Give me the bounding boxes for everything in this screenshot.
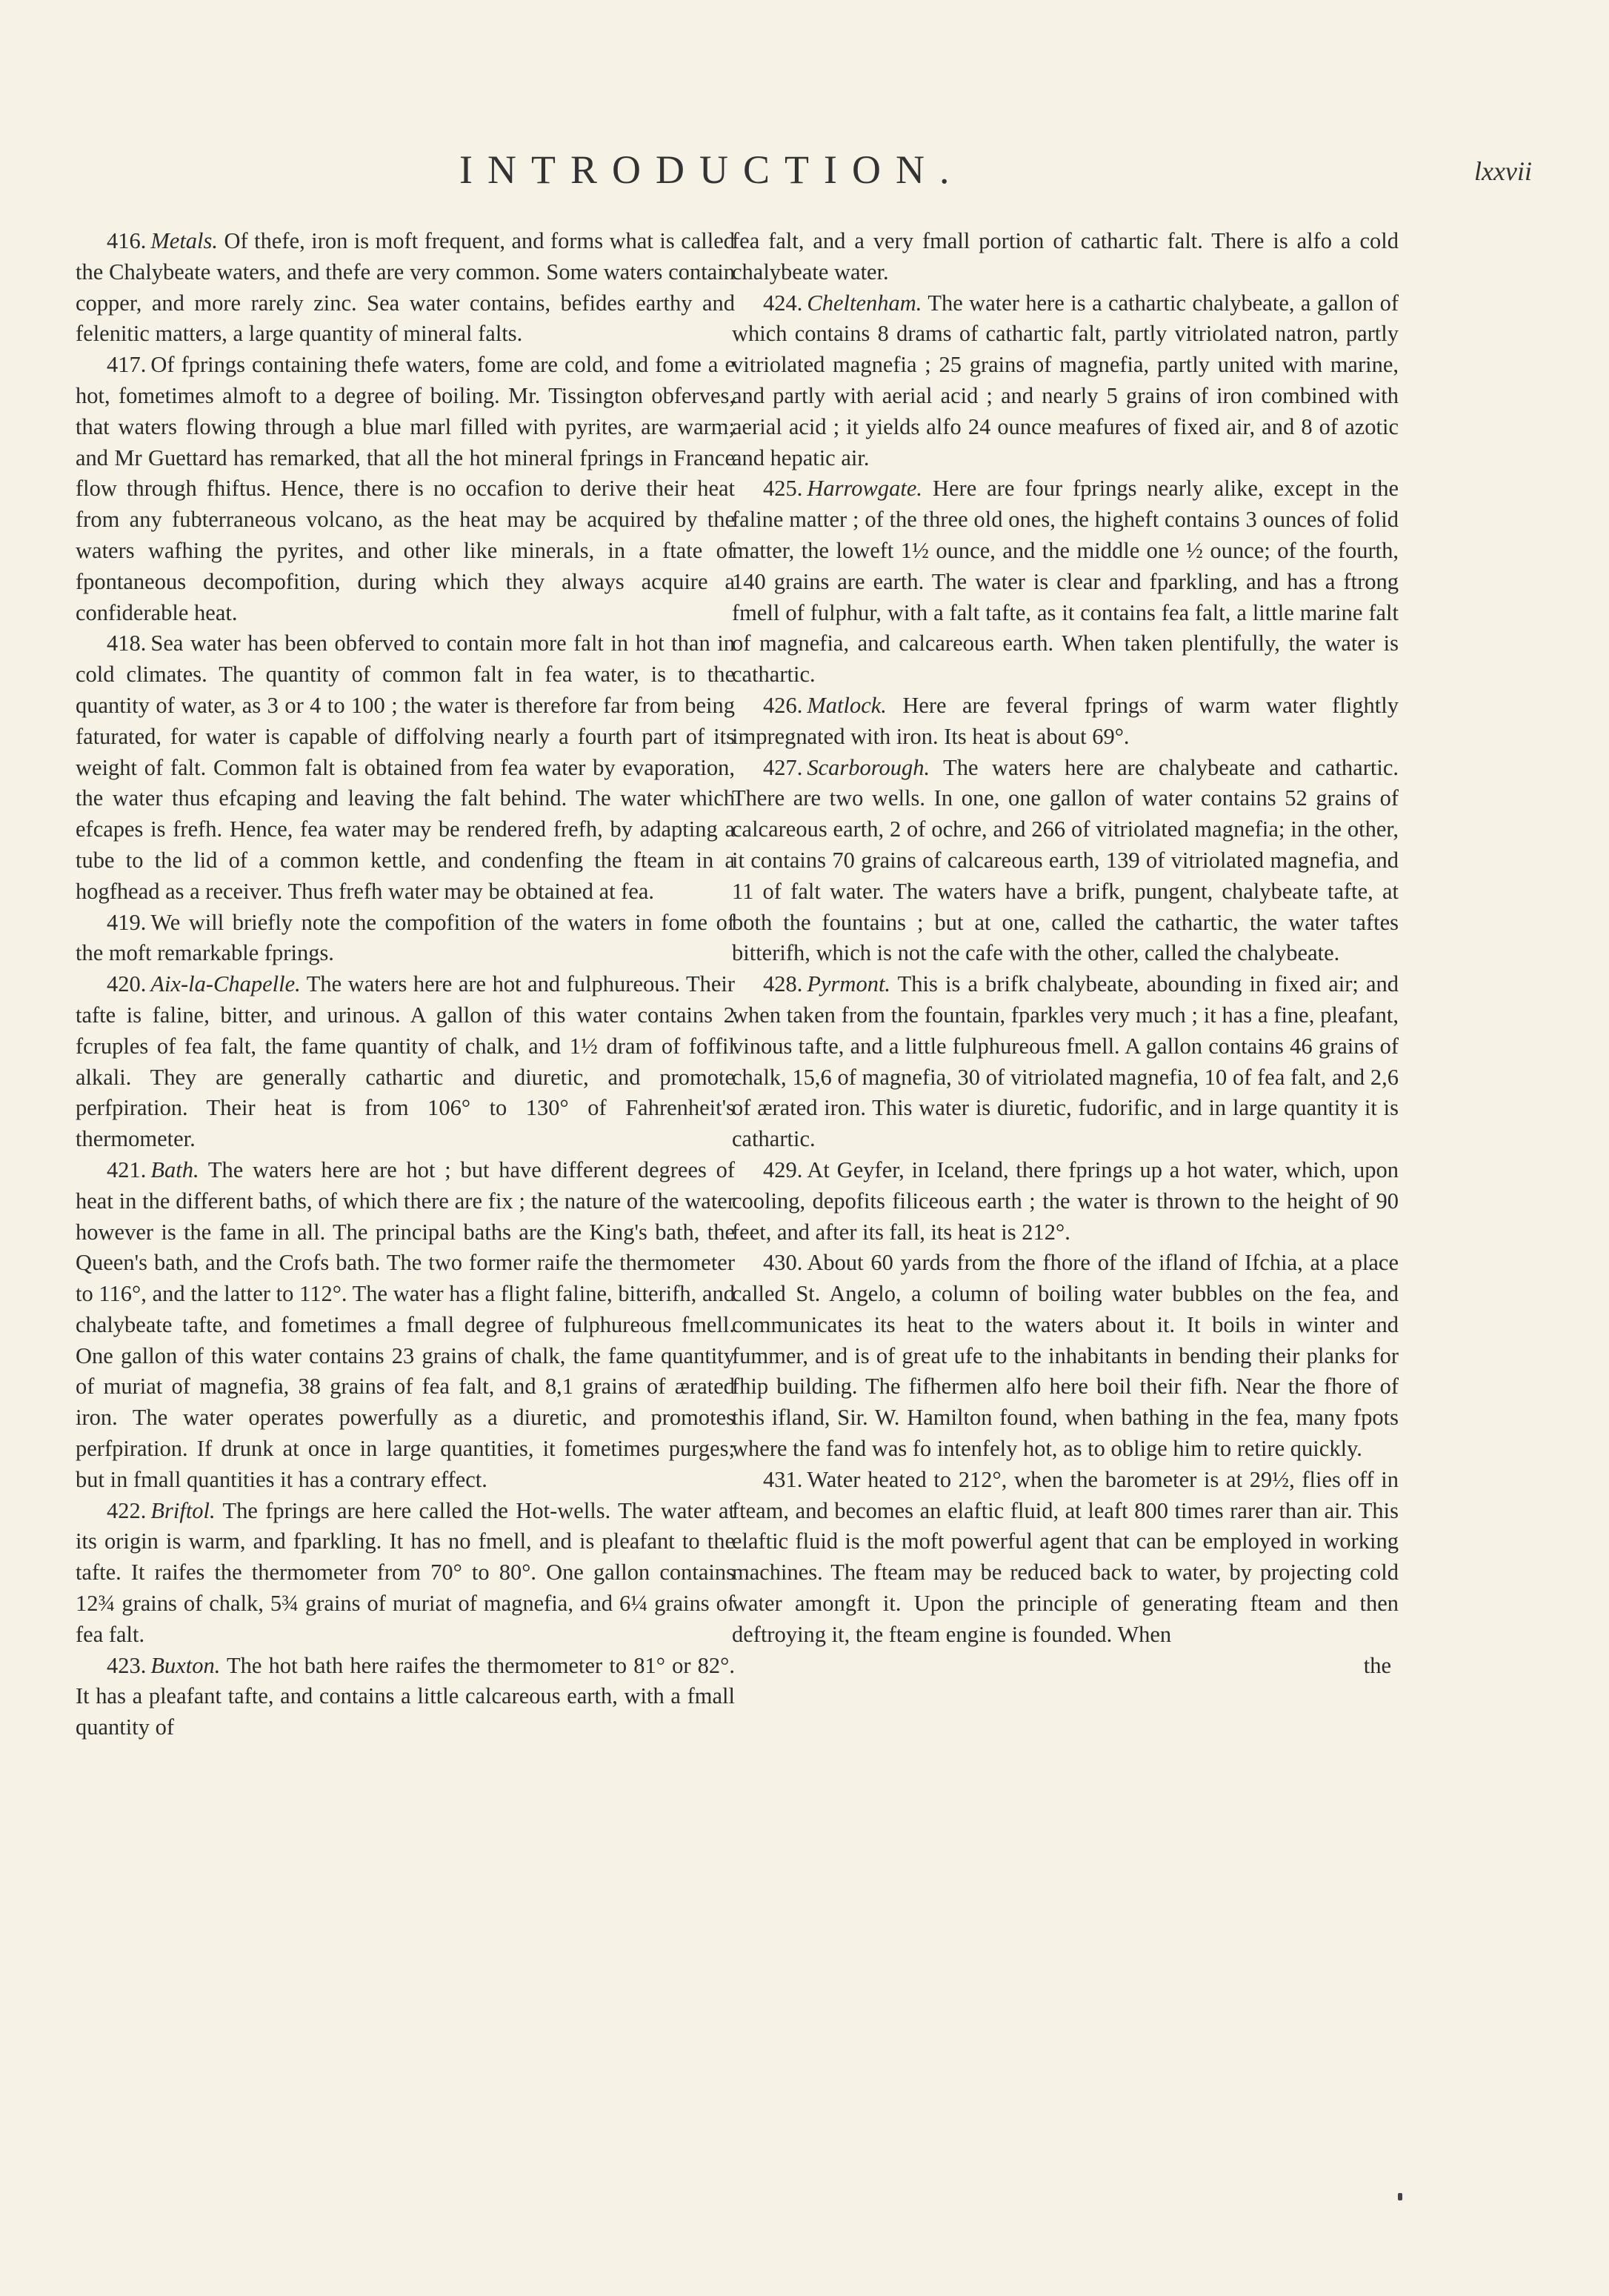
paragraph-421: 421. Bath. The waters here are hot ; but have different degrees of heat in the different baths, of which there are fix ; the nature of the water however is the fame in all. The principal baths are the King's bath, the Queen's bath, and the Crofs bath. The two former raife the thermometer to 116°, and the latter to 112°. The water has a flight faline, bitterifh, and chalybeate tafte, and fometimes a fmall degree of fulphureous fmell. One gallon of this water contains 23 grains of chalk, the fame quantity of muriat of magnefia, 38 grains of fea falt, and 8,1 grains of ærated iron. The water operates powerfully as a diuretic, and promotes perfpiration. If drunk at once in large quantities, it fometimes purges; but in fmall quantities it has a contrary effect. [76,1157,735,1492]
right-column [732,226,1399,1681]
paragraph-424: 424. Cheltenham. The water here is a cathartic chalybeate, a gallon of which contains 8 drams of cathartic falt, partly vitriolated natron, partly vitriolated magnefia ; 25 grains of magnefia, partly united with marine, and partly with aerial acid ; and nearly 5 grains of iron combined with aerial acid ; it yields alfo 24 ounce meafures of fixed air, and 8 of azotic and hepatic air. [732,290,1399,470]
left-column [76,226,735,1743]
running-title: INTRODUCTION. [459,147,965,192]
paragraph-422: 422. Briftol. The fprings are here called the Hot-wells. The water at its origin is warm, and fparkling. It has no fmell, and is pleafant to the tafte. It raifes the thermometer from 70° to 80°. One gallon contains 12¾ grains of chalk, 5¾ grains of muriat of magnefia, and 6¼ grains of fea falt. [76,1497,735,1647]
paragraph-427: 427. Scarborough. The waters here are chalybeate and cathartic. There are two wells. In one, one gallon of water contains 52 grains of calcareous earth, 2 of ochre, and 266 of vitriolated magnefia; in the other, it contains 70 grains of calcareous earth, 139 of vitriolated magnefia, and 11 of falt water. The waters have a brifk, pungent, chalybeate tafte, at both the fountains ; but at one, called the cathartic, the water taftes bitterifh, which is not the cafe with the other, called the chalybeate. [732,754,1399,966]
paragraph-428: 428. Pyrmont. This is a brifk chalybeate, abounding in fixed air; and when taken from the fountain, fparkles very much ; it has a fine, pleafant, vinous tafte, and a little fulphureous fmell. A gallon contains 46 grains of chalk, 15,6 of magnefia, 30 of vitriolated magnefia, 10 of fea falt, and 2,6 of ærated iron. This water is diuretic, fudorific, and in large quantity it is cathartic. [732,971,1399,1152]
paragraph-430: 430. About 60 yards from the fhore of the ifland of Ifchia, at a place called St. Angelo, a column of boiling water bubbles on the fea, and communicates its heat to the waters about it. It boils in winter and fummer, and is of great ufe to the inhabitants in bending their planks for fhip building. The fifhermen alfo here boil their fifh. Near the fhore of this ifland, Sir. W. Hamilton found, when bathing in the fea, many fpots where the fand was fo intenfely hot, as to oblige him to retire quickly. [732,1250,1399,1462]
paragraph-426: 426. Matlock. Here are feveral fprings of warm water flightly impregnated with iron. Its heat is about 69°. [732,692,1399,749]
paragraph-423: 423. Buxton. The hot bath here raifes the thermometer to 81° or 82°. It has a pleafant tafte, and contains a little calcareous earth, with a fmall quantity of [76,1652,735,1740]
catchword: the [1363,1652,1391,1678]
paragraph-431: 431. Water heated to 212°, when the barometer is at 29½, flies off in fteam, and becomes an elaftic fluid, at leaft 800 times rarer than air. This elaftic fluid is the moft powerful agent that can be employed in working machines. The fteam may be reduced back to water, by projecting cold water amongft it. Upon the principle of generating fteam and then deftroying it, the fteam engine is founded. When [732,1466,1399,1647]
paragraph-425: 425. Harrowgate. Here are four fprings nearly alike, except in the faline matter ; of the three old ones, the higheft contains 3 ounces of folid matter, the loweft 1½ ounce, and the middle one ½ ounce; of the fourth, 140 grains are earth. The water is clear and fparkling, and has a ftrong fmell of fulphur, with a falt tafte, as it contains fea falt, a little marine falt of magnefia, and calcareous earth. When taken plentifully, the water is cathartic. [732,476,1399,688]
paragraph-417: 417. Of fprings containing thefe waters, fome are cold, and fome a e hot, fometimes almoft to a degree of boiling. Mr. Tissington obferves, that waters flowing through a blue marl filled with pyrites, are warm; and Mr Guettard has remarked, that all the hot mineral fprings in France flow through fhiftus. Hence, there is no occafion to derive their heat from any fubterraneous volcano, as the heat may be acquired by the waters wafhing the pyrites, and other like minerals, in a ftate of fpontaneous decompofition, during which they always acquire a confiderable heat. [76,352,735,625]
paragraph-419: 419. We will briefly note the compofition of the waters in fome of the moft remarkable fprings. [76,909,735,966]
paragraph-418: 418. Sea water has been obferved to contain more falt in hot than in cold climates. The quantity of common falt in fea water, is to the quantity of water, as 3 or 4 to 100 ; the water is therefore far from being faturated, for water is capable of diffolving nearly a fourth part of its weight of falt. Common falt is obtained from fea water by evaporation, the water thus efcaping and leaving the falt behind. The water which efcapes is frefh. Hence, fea water may be rendered frefh, by adapting a tube to the lid of a common kettle, and condenfing the fteam in a hogfhead as a receiver. Thus frefh water may be obtained at fea. [76,630,735,904]
paragraph-continuation: fea falt, and a very fmall portion of cathartic falt. There is alfo a cold chalybeate water. [732,228,1399,284]
ink-speck [1398,2193,1402,2200]
paragraph-429: 429. At Geyfer, in Iceland, there fprings up a hot water, which, upon cooling, depofits filiceous earth ; the water is thrown to the height of 90 feet, and after its fall, its heat is 212°. [732,1157,1399,1245]
paragraph-416: 416. Metals. Of thefe, iron is moft frequent, and forms what is called the Chalybeate waters, and thefe are very common. Some waters contain copper, and more rarely zinc. Sea water contains, befides earthy and felenitic matters, a large quantity of mineral falts. [76,228,736,347]
page-header [0,147,1609,199]
paragraph-420: 420. Aix-la-Chapelle. The waters here are hot and fulphureous. Their tafte is faline, bitter, and urinous. A gallon of this water contains 2 fcruples of fea falt, the fame quantity of chalk, and 1½ dram of foffil alkali. They are generally cathartic and diuretic, and promote perfpiration. Their heat is from 106° to 130° of Fahrenheit's thermometer. [76,971,736,1152]
page-number: lxxvii [1474,156,1532,186]
